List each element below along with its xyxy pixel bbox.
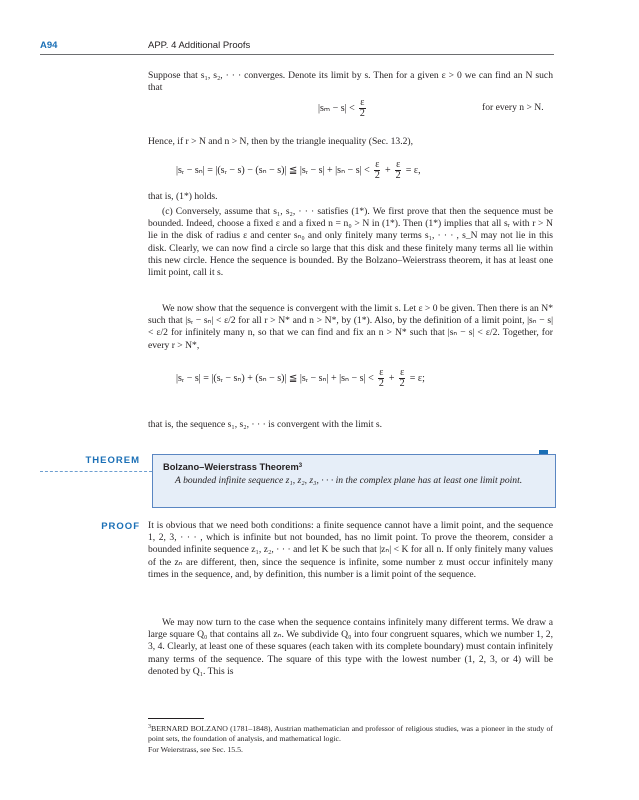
proof-paragraph-1: It is obvious that we need both conditions: a finite sequence cannot have a limit point, and the sequence 1, 2, 3, · · · , which is infinite but not bounded, has no limit point. To prove the theorem, consider a bounded infinite sequence z₁, z₂, · · · and let K be such that |zₙ| < K for all n. If only finitely many values of the zₙ are different, then, since the sequence is infinite, some number z must occur infinitely many times in the sequence, and, by definition, this number is a limit point of the sequence. (148, 520, 553, 580)
footnote-weierstrass: For Weierstrass, see Sec. 15.5. (148, 745, 243, 754)
eq1-condition: for every n > N. (482, 102, 544, 113)
eq1-left: |sₘ − s| < (318, 102, 355, 114)
eq1-fraction: $\frac{\varepsilon}{2}$ (359, 97, 365, 119)
paragraph-suppose: Suppose that s₁, s₂, · · · converges. Denote its limit by s. Then for a given ε > 0 we can find an N such that (148, 70, 553, 94)
paragraph-hence: Hence, if r > N and n > N, then by the triangle inequality (Sec. 13.2), (148, 136, 413, 147)
theorem-title: Bolzano–Weierstrass Theorem$^3$ (163, 462, 303, 472)
paragraph-limit: that is, the sequence s₁, s₂, · · · is convergent with the limit s. (148, 419, 383, 430)
footnote-rule (148, 718, 204, 719)
paragraph-convergent: We now show that the sequence is convergent with the limit s. Let ε > 0 be given. Then there is an N* such that |sᵣ − sₙ| < ε/2 for all r > N* and n > N*, by (1*). Also, by the definition of a limit point, |sₙ − s| < ε/2 for infinitely many n, so that we can find and fix an n > N* such that |sₙ − s| < ε/2. Together, for every r > N*, (148, 303, 553, 351)
equation-3: |sᵣ − s| = |(sᵣ − sₙ) + (sₙ − s)| ≦ |sᵣ − sₙ| + |sₙ − s| < $\frac{\varepsilon}{2}$ + $\frac{\varepsilon}{2}$ = ε; (176, 367, 425, 389)
header-rule (40, 54, 554, 55)
theorem-box (152, 454, 556, 508)
theorem-rule (40, 471, 152, 472)
proof-label: PROOF (101, 521, 140, 532)
page-number: A94 (40, 40, 58, 51)
proof-paragraph-2: We may now turn to the case when the sequence contains infinitely many different terms. We draw a large square Q₀ that contains all zₙ. We subdivide Q₀ into four congruent squares, which we number 1, 2, 3, 4. Clearly, at least one of these squares (each taken with its complete boundary) must contain infinitely many terms of the sequence. The square of this type with the lowest number (1, 2, 3, or 4) will be denoted by Q₁. This is (148, 617, 553, 677)
equation-2: |sᵣ − sₙ| = |(sᵣ − s) − (sₙ − s)| ≦ |sᵣ − s| + |sₙ − s| < $\frac{\varepsilon}{2}$ + $\frac{\varepsilon}{2}$ = ε, (176, 159, 421, 181)
paragraph-holds: that is, (1*) holds. (148, 191, 218, 202)
running-header: APP. 4 Additional Proofs (148, 40, 251, 51)
theorem-label: THEOREM (85, 455, 140, 466)
footnote-bolzano: $^3$BERNARD BOLZANO (1781–1848), Austrian mathematician and professor of religious studies, was a pioneer in the study of point sets, the foundation of analysis, and mathematical logic. (148, 724, 553, 743)
equation-1 (318, 98, 368, 119)
paragraph-conversely: (c) Conversely, assume that s₁, s₂, · · · satisfies (1*). We first prove that then the sequence must be bounded. Indeed, choose a fixed ε and a fixed n = n₀ > N in (1*). Then (1*) implies that all sᵣ with r > N lie in the disk of radius ε and center sₙ₀ and only finitely many terms s₁, · · · , s_N may not lie in this disk. Clearly, we can now find a circle so large that this disk and these finitely many terms all lie within this new circle. Hence the sequence is bounded. By the Bolzano–Weierstrass theorem, it has at least one limit point, call it s. (148, 206, 553, 279)
theorem-statement: A bounded infinite sequence z₁, z₂, z₃, · · · in the complex plane has at least one limit point. (175, 475, 523, 486)
